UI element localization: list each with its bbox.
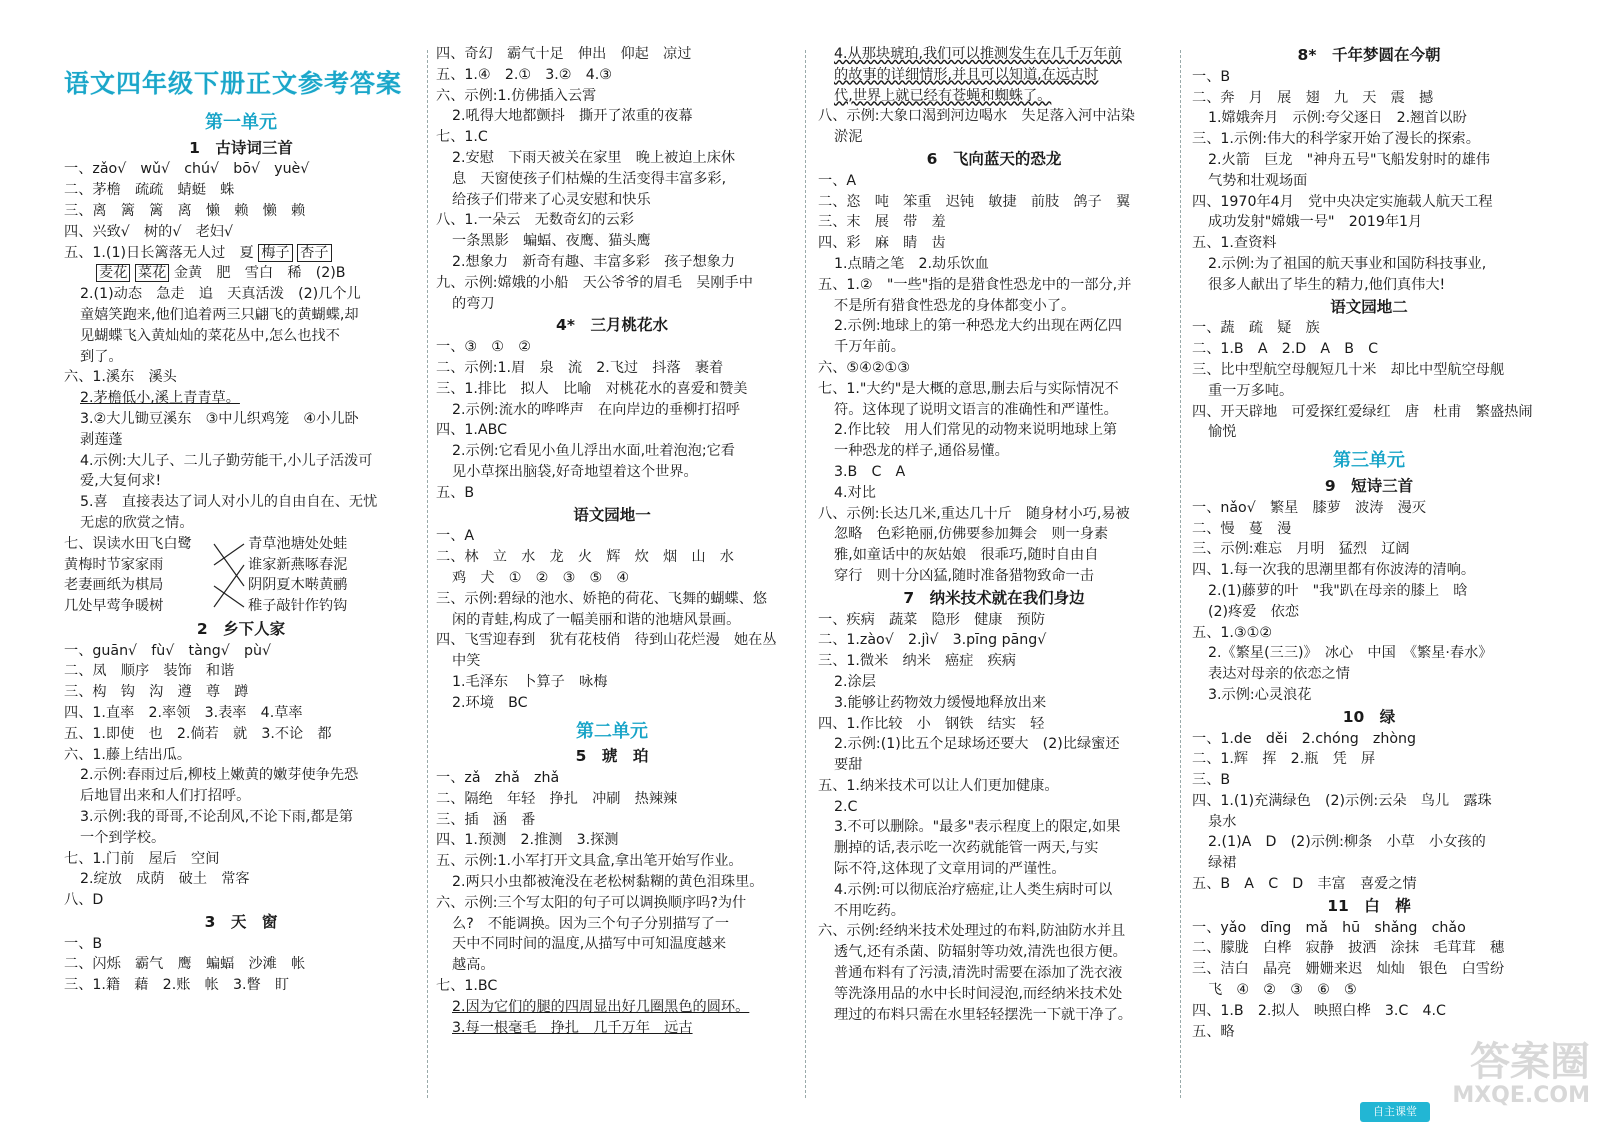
answer-line: 代,世界上就已经有苍蝇和蜘蛛了。 xyxy=(834,87,1052,104)
lesson-answers xyxy=(1192,729,1546,895)
answer-line: 3.示例:心灵浪花 xyxy=(1208,686,1312,703)
lesson-answers xyxy=(436,44,788,314)
lesson-title: 10 绿 xyxy=(1342,707,1396,726)
answer-line: 中笑 xyxy=(452,653,481,670)
lesson-answers xyxy=(64,284,418,388)
answer-line: 四、1.每一次我的思潮里都有你波涛的清响。 xyxy=(1192,562,1476,579)
answer-line: 六、1.溪东 溪头 xyxy=(64,369,177,386)
answer-line: 气势和壮观场面 xyxy=(1208,172,1308,189)
answer-line: 一、B xyxy=(1192,68,1231,85)
lesson-answers xyxy=(64,159,418,242)
answer-line: 等洗涤用品的水中长时间浸泡,而经纳米技术处 xyxy=(834,985,1123,1002)
answer-line: 一、A xyxy=(818,172,857,189)
answer-line xyxy=(436,1018,788,1039)
answer-line: 五、B A C D 丰富 喜爱之情 xyxy=(1192,876,1417,893)
answer-line: 三、B xyxy=(1192,772,1231,789)
answer-line: 一、B xyxy=(64,935,103,952)
unit-heading: 第一单元 xyxy=(205,111,277,133)
answer-line xyxy=(64,243,418,264)
answer-line: 1.嫦娥奔月 示例:夸父逐日 2.翘首以盼 xyxy=(1208,110,1467,127)
answer-line: 一、guān√ fù√ tàng√ pù√ xyxy=(64,642,272,659)
answer-line: 穿行 则十分凶猛,随时准备猎物致命一击 xyxy=(834,567,1094,584)
answer-line: 2.绽放 成荫 破土 常客 xyxy=(80,871,250,888)
answer-line: 三、1.籍 藉 2.账 帐 3.瞥 盯 xyxy=(64,977,290,994)
answer-line: 2.示例:(1)比五个足球场还要大 (2)比绿蜜还 xyxy=(834,736,1120,753)
lesson-title: 语文园地二 xyxy=(1330,297,1408,316)
answer-line: 2.示例:为了祖国的航天事业和国防科技事业, xyxy=(1208,255,1487,272)
answer-line: 2.(1)A D (2)示例:柳条 小草 小女孩的 xyxy=(1208,834,1486,851)
lesson-answers xyxy=(64,409,418,534)
answer-line: 三、示例:难忘 月明 猛烈 辽阔 xyxy=(1192,541,1410,558)
answer-line: 普通布料有了污渍,清洗时需要在添加了洗衣液 xyxy=(834,965,1123,982)
column-divider xyxy=(805,50,806,1098)
answer-line: 二、示例:1.眉 泉 流 2.飞过 抖落 裹着 xyxy=(436,359,724,376)
underlined-answer: 3.每一根毫毛 挣扎 几千万年 远古 xyxy=(452,1019,693,1036)
answer-line: 一种恐龙的样子,通俗易懂。 xyxy=(834,443,1009,460)
answer-line xyxy=(64,388,418,409)
answer-line: 三、离 篱 篱 离 懒 赖 懒 赖 xyxy=(64,202,306,219)
page-title: 语文四年级下册正文参考答案 xyxy=(64,69,403,98)
answer-line: 2.(1)动态 急走 追 天真活泼 (2)几个儿 xyxy=(80,286,361,303)
answer-line: 3.能够让药物效力缓慢地释放出来 xyxy=(834,694,1047,711)
answer-line: 的故事的详细情形,并且可以知道,在远古时 xyxy=(834,66,1099,83)
answer-line: 黄梅时节家家雨 xyxy=(64,556,164,573)
answer-line: 3.不可以删除。"最多"表示程度上的限定,如果 xyxy=(834,819,1121,836)
answer-line: 三、1.示例:伟大的科学家开始了漫长的探索。 xyxy=(1192,131,1480,148)
answer-line: 忽略 色彩艳丽,仿佛要参加舞会 则一身素 xyxy=(834,526,1109,543)
column-1 xyxy=(64,69,418,996)
answer-line: 四、1.(1)充满绿色 (2)示例:云朵 鸟儿 露珠 xyxy=(1192,792,1492,809)
answer-line: 童嬉笑跑来,他们追着两三只翩飞的黄蝴蝶,却 xyxy=(80,306,359,323)
answer-line: 2.吼得大地都颤抖 撕开了浓重的夜幕 xyxy=(452,108,693,125)
lesson-answers xyxy=(1192,498,1546,706)
answer-line: 一、zǎo√ wǔ√ chú√ bō√ yuè√ xyxy=(64,161,310,178)
answer-line: 八、D xyxy=(64,892,104,909)
answer-line: 七、误读水田飞白鹭 xyxy=(64,535,192,552)
answer-line: 表达对母亲的依恋之情 xyxy=(1208,666,1350,683)
answer-line: 一、A xyxy=(436,528,475,545)
answer-line: 七、1.C xyxy=(436,129,488,146)
answer-line: 2.想象力 新奇有趣、丰富多彩 孩子想象力 xyxy=(452,253,736,270)
answer-line: 一、③ ① ② xyxy=(436,339,531,356)
answer-line: 删掉的话,表示吃一次药就能管一两天,与实 xyxy=(834,840,1099,857)
answer-line: 二、凤 顺序 装饰 和谐 xyxy=(64,663,235,680)
answer-line: 雅,如童话中的灰姑娘 很乖巧,随时自由自 xyxy=(834,547,1099,564)
answer-line: 二、慢 蔓 漫 xyxy=(1192,520,1292,537)
answer-line: 四、飞雪迎春到 犹有花枝俏 待到山花烂漫 她在丛 xyxy=(436,632,777,649)
lesson-answers xyxy=(64,641,418,911)
answer-line: 四、1.ABC xyxy=(436,422,508,439)
answer-line: 八、示例:长达几米,重达几十斤 随身材小巧,易被 xyxy=(818,505,1130,522)
answer-line: 三、构 钩 沟 遵 尊 蹲 xyxy=(64,684,249,701)
lesson-title: 11 白 桦 xyxy=(1327,896,1411,915)
underlined-answer: 2.茅檐低小,溪上青青草。 xyxy=(80,390,240,407)
answer-line: 四、彩 麻 睛 齿 xyxy=(818,235,946,252)
answer-line: 二、奔 月 展 翅 九 天 震 撼 xyxy=(1192,89,1434,106)
watermark-url: MXQE.COM xyxy=(1452,1083,1590,1108)
answer-line: 3.示例:我的哥哥,不论刮风,不论下雨,都是第 xyxy=(80,808,354,825)
answer-line: 绿裙 xyxy=(1208,855,1237,872)
answer-line: 天中不同时间的温度,从描写中可知温度越来 xyxy=(452,936,727,953)
answer-line: 4.示例:大儿子、二儿子勤劳能干,小儿子活泼可 xyxy=(80,452,373,469)
answer-line: 透气,还有杀菌、防辐射等功效,清洗也很方便。 xyxy=(834,944,1127,961)
answer-line: 很多人献出了毕生的精力,他们真伟大! xyxy=(1208,276,1446,293)
lesson-answers xyxy=(818,610,1170,1026)
answer-text: 金黄 肥 雪白 稀 (2)B xyxy=(173,265,346,282)
answer-line: 见小草探出脑袋,好奇地望着这个世界。 xyxy=(452,463,698,480)
answer-line: 青草池塘处处蛙 xyxy=(248,535,348,552)
answer-line: 一、1.de děi 2.chóng zhòng xyxy=(1192,730,1417,747)
answer-line: 1.点睛之笔 2.劫乐饮血 xyxy=(834,255,989,272)
answer-line: 2.安慰 下雨天被关在家里 晚上被迫上床休 xyxy=(452,149,736,166)
answer-line: 2.示例:它看见小鱼儿浮出水面,吐着泡泡;它看 xyxy=(452,443,735,460)
boxed-answer: 梅子 xyxy=(258,244,292,262)
answer-line: 二、1.zào√ 2.jì√ 3.pīng pāng√ xyxy=(818,632,1047,649)
lesson-title: 9 短诗三首 xyxy=(1324,476,1414,495)
answer-line: 七、1.BC xyxy=(436,978,498,995)
answer-line: 四、1.B 2.拟人 映照白桦 3.C 4.C xyxy=(1192,1002,1446,1019)
answer-line: 三、洁白 晶亮 姗姗来迟 灿灿 银色 白雪纷 xyxy=(1192,961,1505,978)
lesson-answers xyxy=(1192,318,1546,443)
answer-line: 六、示例:1.仿佛插入云霄 xyxy=(436,87,597,104)
watermark xyxy=(1420,1040,1590,1130)
lesson-answers xyxy=(436,768,788,997)
answer-line: 见蝴蝶飞入黄灿灿的菜花丛中,怎么也找不 xyxy=(80,327,340,344)
answer-line: 五、示例:1.小军打开文具盒,拿出笔开始写作业。 xyxy=(436,853,743,870)
answer-line: 二、朦胧 白桦 寂静 披洒 涂抹 毛茸茸 穗 xyxy=(1192,940,1505,957)
match-right xyxy=(248,534,418,617)
answer-line: 2.示例:流水的哗哗声 在向岸边的垂柳打招呼 xyxy=(452,401,740,418)
answer-line: 2.两只小虫都被淹没在老松树黏糊的黄色泪珠里。 xyxy=(452,874,764,891)
answer-line: 一、蔬 疏 疑 族 xyxy=(1192,320,1320,337)
answer-line: 飞 ④ ② ③ ⑥ ⑤ xyxy=(1208,982,1357,999)
unit-heading: 第三单元 xyxy=(1333,450,1405,472)
answer-line: 爱,大复何求! xyxy=(80,473,162,490)
answer-line: 三、1.排比 拟人 比喻 对桃花水的喜爱和赞美 xyxy=(436,380,748,397)
answer-line: 千万年前。 xyxy=(834,339,905,356)
answer-line: 4.示例:可以彻底治疗癌症,让人类生病时可以 xyxy=(834,881,1113,898)
column-4 xyxy=(1192,44,1546,1042)
answer-line: 七、1."大约"是大概的意思,删去后与实际情况不 xyxy=(818,380,1119,397)
lesson-answers xyxy=(436,337,788,503)
underlined-answer: 2.因为它们的腿的四周显出好几圈黑色的圆环。 xyxy=(452,998,750,1015)
answer-line: 三、末 展 带 羞 xyxy=(818,214,946,231)
answer-line: 4.对比 xyxy=(834,484,876,501)
answer-line: 的弯刀 xyxy=(452,295,495,312)
answer-line: 给孩子们带来了心灵安慰和快乐 xyxy=(452,191,651,208)
answer-line: 五、1.③①② xyxy=(1192,624,1273,641)
lesson-answers xyxy=(1192,67,1546,296)
answer-line: 二、1.B A 2.D A B C xyxy=(1192,341,1379,358)
column-divider xyxy=(1180,50,1181,1098)
answer-line: 要甜 xyxy=(834,757,863,774)
answer-line: 几处早莺争暖树 xyxy=(64,598,164,615)
answer-line: 八、1.一朵云 无数奇幻的云彩 xyxy=(436,212,634,229)
answer-line: 么? 不能调换。因为三个句子分别描写了一 xyxy=(452,915,730,932)
lesson-answers xyxy=(818,171,1170,587)
answer-line: 三、插 涵 番 xyxy=(436,811,536,828)
answer-line xyxy=(436,997,788,1018)
lesson-title: 8* 千年梦圆在今朝 xyxy=(1297,46,1441,64)
answer-line: 3.B C A xyxy=(834,463,906,480)
answer-line: 稚子敲针作钓钩 xyxy=(248,598,348,615)
answer-line: 二、1.辉 挥 2.瓶 凭 屏 xyxy=(1192,751,1376,768)
boxed-answer: 麦花 xyxy=(96,264,130,282)
answer-line: 息 天窗使孩子们枯燥的生活变得丰富多彩, xyxy=(452,170,727,187)
answer-line: 六、示例:经纳米技术处理过的布料,防油防水并且 xyxy=(818,923,1126,940)
answer-line: 一、zǎ zhǎ zhǎ xyxy=(436,770,560,787)
answer-line: 不是所有猎食性恐龙的身体都变小了。 xyxy=(834,297,1076,314)
lesson-title: 7 纳米技术就在我们身边 xyxy=(903,588,1085,607)
lesson-answers xyxy=(818,44,1170,106)
answer-line xyxy=(64,263,418,284)
answer-line: 八、示例:大象口渴到河边喝水 失足落入河中沾染 xyxy=(818,108,1135,125)
answer-line: 六、1.藤上结出瓜。 xyxy=(64,746,192,763)
answer-line: 四、1.预测 2.推测 3.探测 xyxy=(436,832,619,849)
answer-line: 2.(1)藤萝的叶 "我"趴在母亲的膝上 晗 xyxy=(1208,582,1468,599)
column-2 xyxy=(436,44,788,1038)
answer-line: 五、1.纳米技术可以让人们更加健康。 xyxy=(818,777,1059,794)
answer-line: 2.《繁星(三三)》 冰心 中国 《繁星·春水》 xyxy=(1208,645,1493,662)
answer-line: 一条黑影 蝙蝠、夜鹰、猫头鹰 xyxy=(452,233,651,250)
lesson-title: 1 古诗词三首 xyxy=(189,138,293,157)
answer-line: 无虑的欣赏之情。 xyxy=(80,514,194,531)
answer-line: 谁家新燕啄春泥 xyxy=(248,556,348,573)
answer-line: 一、疾病 蔬菜 隐形 健康 预防 xyxy=(818,611,1046,628)
answer-line: 四、1970年4月 党中央决定实施载人航天工程 xyxy=(1192,193,1493,210)
answer-line: 六、示例:三个写太阳的句子可以调换顺序吗?为什 xyxy=(436,894,747,911)
answer-line: 2.火箭 巨龙 "神舟五号"飞船发射时的雄伟 xyxy=(1208,151,1490,168)
answer-line: 剥莲蓬 xyxy=(80,431,123,448)
answer-line: (2)疼爱 依恋 xyxy=(1208,603,1300,620)
answer-line: 4.从那块琥珀,我们可以推测发生在几千万年前 xyxy=(834,46,1122,62)
lesson-answers xyxy=(1192,918,1546,1043)
answer-line: 四、1.直率 2.率领 3.表率 4.草率 xyxy=(64,704,303,721)
answer-line: 一、yǎo dīng mǎ hū shǎng chǎo xyxy=(1192,919,1466,936)
lesson-title: 语文园地一 xyxy=(573,505,651,524)
answer-line: 符。这体现了说明文语言的准确性和严谨性。 xyxy=(834,401,1118,418)
answer-line: 六、⑤④②①③ xyxy=(818,359,910,376)
answer-line: 鸡 犬 ① ② ③ ⑤ ④ xyxy=(452,569,630,586)
answer-line: 2.示例:地球上的第一种恐龙大约出现在两亿四 xyxy=(834,318,1122,335)
answer-line: 际不符,这体现了文章用词的严谨性。 xyxy=(834,861,1066,878)
answer-line: 五、1.查资料 xyxy=(1192,235,1277,252)
answer-line: 2.示例:春雨过后,柳枝上嫩黄的嫩芽使争先恐 xyxy=(80,767,359,784)
answer-line: 理过的布料只需在水里轻轻摆洗一下就干净了。 xyxy=(834,1006,1132,1023)
answer-line: 五、略 xyxy=(1192,1023,1235,1040)
answer-line: 五、1.即使 也 2.倘若 就 3.不论 都 xyxy=(64,725,332,742)
brand-badge: 自主课堂 xyxy=(1360,1102,1430,1122)
lesson-answers xyxy=(64,934,418,996)
answer-line: 二、茅檐 疏疏 蜻蜓 蛛 xyxy=(64,182,235,199)
answer-line: 二、恣 吨 笨重 迟钝 敏捷 前肢 鸽子 翼 xyxy=(818,193,1131,210)
answer-line: 三、1.微米 纳米 癌症 疾病 xyxy=(818,653,1016,670)
lesson-title: 5 琥 珀 xyxy=(575,747,649,766)
lesson-answers xyxy=(818,106,1170,148)
answer-line: 后地冒出来和人们打招呼。 xyxy=(80,788,251,805)
answer-line: 2.环境 BC xyxy=(452,694,528,711)
lesson-title: 2 乡下人家 xyxy=(196,619,286,638)
answer-line: 5.喜 直接表达了词人对小儿的自由自在、无忧 xyxy=(80,494,378,511)
answer-line: 越高。 xyxy=(452,957,495,974)
answer-line: 三、比中型航空母舰短几十米 却比中型航空母舰 xyxy=(1192,361,1505,378)
answer-line: 2.涂层 xyxy=(834,673,876,690)
answer-line: 四、1.作比较 小 钢铁 结实 轻 xyxy=(818,715,1045,732)
boxed-answer: 杏子 xyxy=(297,244,331,262)
answer-line: 重一万多吨。 xyxy=(1208,382,1294,399)
answer-line: 九、示例:嫦娥的小船 天公爷爷的眉毛 吴刚手中 xyxy=(436,274,753,291)
answer-line: 3.②大儿锄豆溪东 ③中儿织鸡笼 ④小儿卧 xyxy=(80,410,359,427)
answer-line: 阴阴夏木啭黄鹂 xyxy=(248,577,348,594)
boxed-answer: 菜花 xyxy=(135,264,169,282)
answer-line: 四、开天辟地 可爱探红爱绿红 唐 杜甫 繁盛热闹 xyxy=(1192,403,1533,420)
answer-line: 一、nǎo√ 繁星 膝萝 波涛 漫灭 xyxy=(1192,499,1427,516)
answer-line: 三、示例:碧绿的池水、娇艳的荷花、飞舞的蝴蝶、悠 xyxy=(436,590,768,607)
lesson-title: 4* 三月桃花水 xyxy=(556,316,668,335)
answer-line: 老妻画纸为棋局 xyxy=(64,577,164,594)
answer-line: 四、兴致√ 树的√ 老妇√ xyxy=(64,223,233,240)
answer-line: 二、林 立 水 龙 火 辉 炊 烟 山 水 xyxy=(436,549,734,566)
lesson-answers xyxy=(436,526,788,713)
lesson-title: 6 飞向蓝天的恐龙 xyxy=(926,149,1062,168)
match-left xyxy=(64,534,214,617)
answer-line: 不用吃药。 xyxy=(834,902,905,919)
answer-line: 淤泥 xyxy=(834,129,863,146)
lesson-title: 3 天 窗 xyxy=(204,912,278,931)
column-divider xyxy=(427,50,428,1098)
answer-line: 1.毛泽东 卜算子 咏梅 xyxy=(452,673,608,690)
answer-line: 一个到学校。 xyxy=(80,829,166,846)
answer-line: 五、B xyxy=(436,484,475,501)
answer-line: 二、隔绝 年轻 挣扎 冲刷 热辣辣 xyxy=(436,790,678,807)
answer-line: 到了。 xyxy=(80,348,123,365)
matching-exercise xyxy=(64,534,418,618)
answer-text: 五、1.(1)日长篱落无人过 夏 xyxy=(64,244,254,261)
answer-line: 五、1.④ 2.① 3.② 4.③ xyxy=(436,66,612,83)
answer-line: 四、奇幻 霸气十足 伸出 仰起 凉过 xyxy=(436,46,692,62)
answer-line: 七、1.门前 屋后 空间 xyxy=(64,850,220,867)
column-3 xyxy=(818,44,1170,1025)
answer-line: 2.C xyxy=(834,798,858,815)
answer-line: 2.作比较 用人们常见的动物来说明地球上第 xyxy=(834,422,1118,439)
answer-line: 愉悦 xyxy=(1208,424,1237,441)
answer-line: 泉水 xyxy=(1208,813,1237,830)
answer-line: 五、1.② "一些"指的是猎食性恐龙中的一部分,并 xyxy=(818,276,1132,293)
answer-line: 二、闪烁 霸气 鹰 蝙蝠 沙滩 帐 xyxy=(64,956,306,973)
answer-line: 闲的青蛙,构成了一幅美丽和谐的池塘风景画。 xyxy=(452,611,741,628)
answer-line: 成功发射"嫦娥一号" 2019年1月 xyxy=(1208,214,1423,231)
watermark-text: 答案圈 xyxy=(1470,1039,1590,1085)
unit-heading: 第二单元 xyxy=(576,720,648,742)
